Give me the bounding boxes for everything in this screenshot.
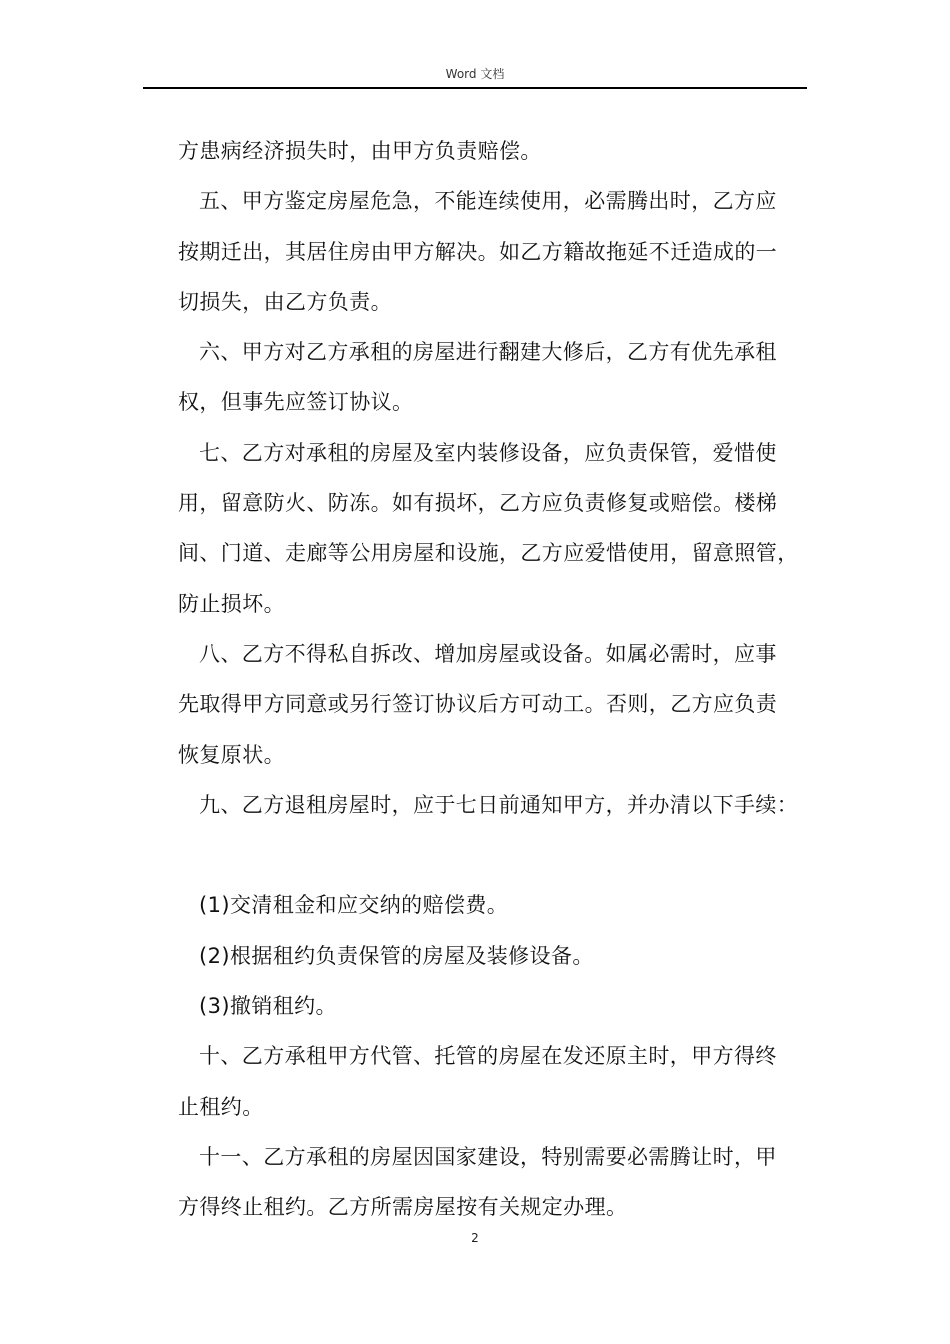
- paragraph-line: 恢复原状。: [178, 742, 285, 767]
- list-item: (1)交清租金和应交纳的赔偿费。: [199, 893, 509, 918]
- paragraph-line: 十一、乙方承租的房屋因国家建设，特别需要必需腾让时，甲: [199, 1144, 777, 1169]
- paragraph-line: 防止损坏。: [178, 591, 285, 616]
- list-item: (2)根据租约负责保管的房屋及装修设备。: [199, 943, 594, 968]
- paragraph-line: 九、乙方退租房屋时，应于七日前通知甲方，并办清以下手续：: [199, 792, 799, 817]
- paragraph-line: 六、甲方对乙方承租的房屋进行翻建大修后，乙方有优先承租: [199, 340, 777, 365]
- page-header: Word 文档: [445, 67, 505, 81]
- paragraph-line: 按期迁出，其居住房由甲方解决。如乙方籍故拖延不迁造成的一: [178, 239, 778, 264]
- paragraph-line: 间、门道、走廊等公用房屋和设施，乙方应爱惜使用，留意照管，: [178, 541, 799, 566]
- paragraph-line: 止租约。: [178, 1094, 264, 1119]
- paragraph-line: 十、乙方承租甲方代管、托管的房屋在发还原主时，甲方得终: [199, 1044, 777, 1069]
- paragraph-line: 先取得甲方同意或另行签订协议后方可动工。否则，乙方应负责: [178, 692, 778, 717]
- paragraph-line: 方得终止租约。乙方所需房屋按有关规定办理。: [178, 1195, 628, 1220]
- document-body: [178, 126, 810, 1233]
- paragraph-line: 切损失，由乙方负责。: [178, 289, 392, 314]
- header-divider: [143, 87, 807, 89]
- paragraph-line: 方患病经济损失时，由甲方负责赔偿。: [178, 139, 542, 163]
- page-number: 2: [471, 1231, 479, 1245]
- blank-line: [178, 830, 810, 880]
- paragraph-line: 权，但事先应签订协议。: [178, 390, 414, 415]
- paragraph-line: 五、甲方鉴定房屋危急，不能连续使用，必需腾出时，乙方应: [199, 189, 777, 214]
- paragraph-line: 八、乙方不得私自拆改、增加房屋或设备。如属必需时，应事: [199, 641, 777, 666]
- list-item: (3)撤销租约。: [199, 994, 337, 1019]
- paragraph-line: 用，留意防火、防冻。如有损坏，乙方应负责修复或赔偿。楼梯: [178, 491, 778, 516]
- paragraph-line: 七、乙方对承租的房屋及室内装修设备，应负责保管，爱惜使: [199, 440, 777, 465]
